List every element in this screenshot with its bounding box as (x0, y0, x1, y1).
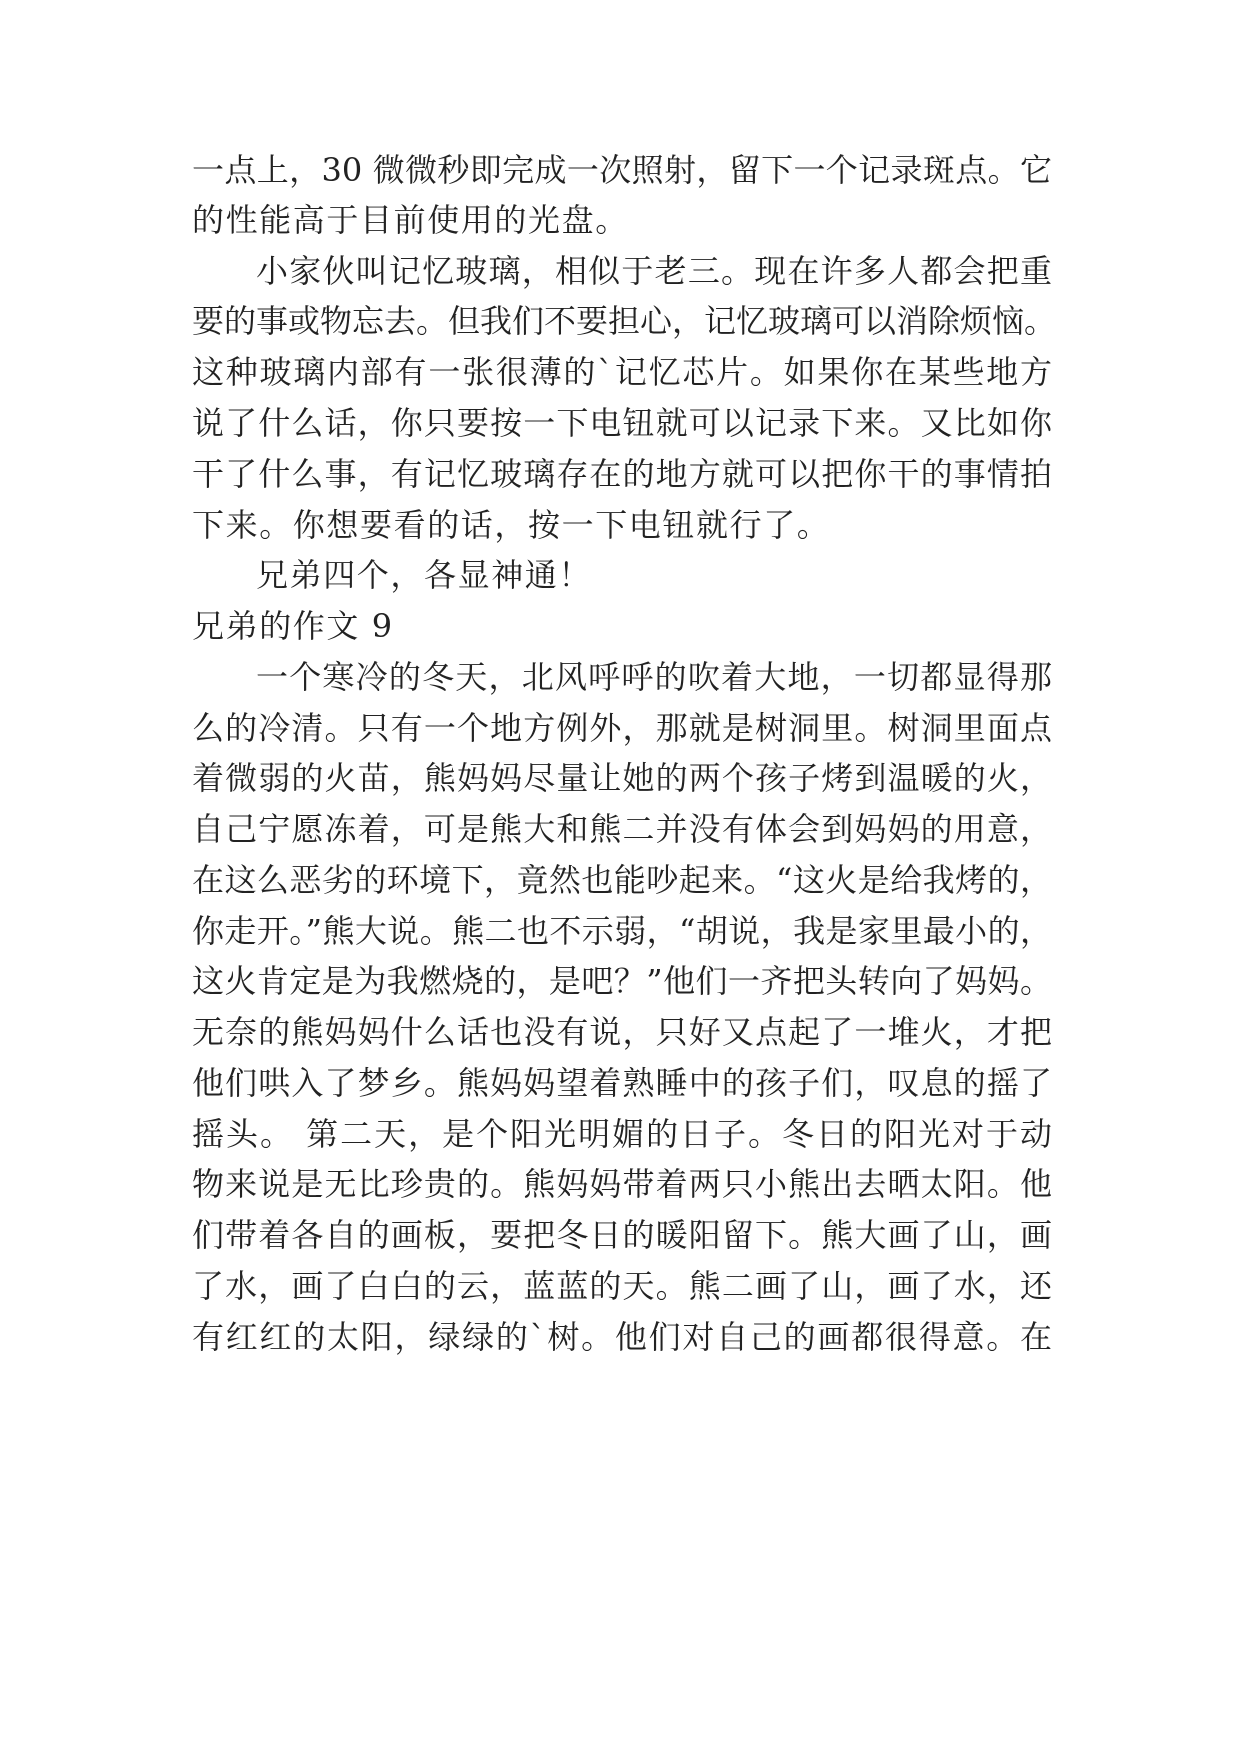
paragraph-line: 这火肯定是为我燃烧的，是吧？”他们一齐把头转向了妈妈。 (192, 962, 1052, 1000)
paragraph-line: 了水，画了白白的云，蓝蓝的天。熊二画了山，画了水，还 (192, 1267, 1052, 1305)
paragraph-line: 物来说是无比珍贵的。熊妈妈带着两只小熊出去晒太阳。他 (192, 1165, 1052, 1203)
paragraph-line: 下来。你想要看的话，按一下电钮就行了。 (192, 506, 831, 544)
paragraph-line: 有红红的太阳，绿绿的`树。他们对自己的画都很得意。在 (192, 1318, 1052, 1356)
paragraph-line: 这种玻璃内部有一张很薄的`记忆芯片。如果你在某些地方 (192, 353, 1052, 391)
paragraph-line: 着微弱的火苗，熊妈妈尽量让她的两个孩子烤到温暖的火， (192, 759, 1052, 797)
paragraph-line: 自己宁愿冻着，可是熊大和熊二并没有体会到妈妈的用意， (192, 810, 1052, 848)
paragraph-line: 一个寒冷的冬天，北风呼呼的吹着大地，一切都显得那 (256, 658, 1052, 696)
paragraph-line: 他们哄入了梦乡。熊妈妈望着熟睡中的孩子们，叹息的摇了 (192, 1064, 1052, 1102)
paragraph-line: 无奈的熊妈妈什么话也没有说，只好又点起了一堆火，才把 (192, 1013, 1052, 1051)
paragraph-line: 小家伙叫记忆玻璃，相似于老三。现在许多人都会把重 (256, 252, 1052, 290)
section-title: 兄弟的作文 9 (192, 607, 394, 645)
paragraph-line: 一点上，30 微微秒即完成一次照射，留下一个记录斑点。它 (192, 151, 1052, 189)
paragraph-line: 摇头。 第二天，是个阳光明媚的日子。冬日的阳光对于动 (192, 1115, 1052, 1153)
paragraph-line: 么的冷清。只有一个地方例外，那就是树洞里。树洞里面点 (192, 709, 1052, 747)
paragraph-line: 在这么恶劣的环境下，竟然也能吵起来。“这火是给我烤的， (192, 861, 1052, 899)
paragraph-line: 说了什么话，你只要按一下电钮就可以记录下来。又比如你 (192, 404, 1052, 442)
paragraph-line: 们带着各自的画板，要把冬日的暖阳留下。熊大画了山，画 (192, 1216, 1052, 1254)
paragraph-line: 干了什么事，有记忆玻璃存在的地方就可以把你干的事情拍 (192, 455, 1052, 493)
paragraph-line: 你走开。”熊大说。熊二也不示弱，“胡说，我是家里最小的， (192, 912, 1052, 950)
paragraph-line: 要的事或物忘去。但我们不要担心，记忆玻璃可以消除烦恼。 (192, 302, 1057, 340)
paragraph-line: 兄弟四个，各显神通！ (256, 556, 593, 594)
paragraph-line: 的性能高于目前使用的光盘。 (192, 201, 629, 239)
